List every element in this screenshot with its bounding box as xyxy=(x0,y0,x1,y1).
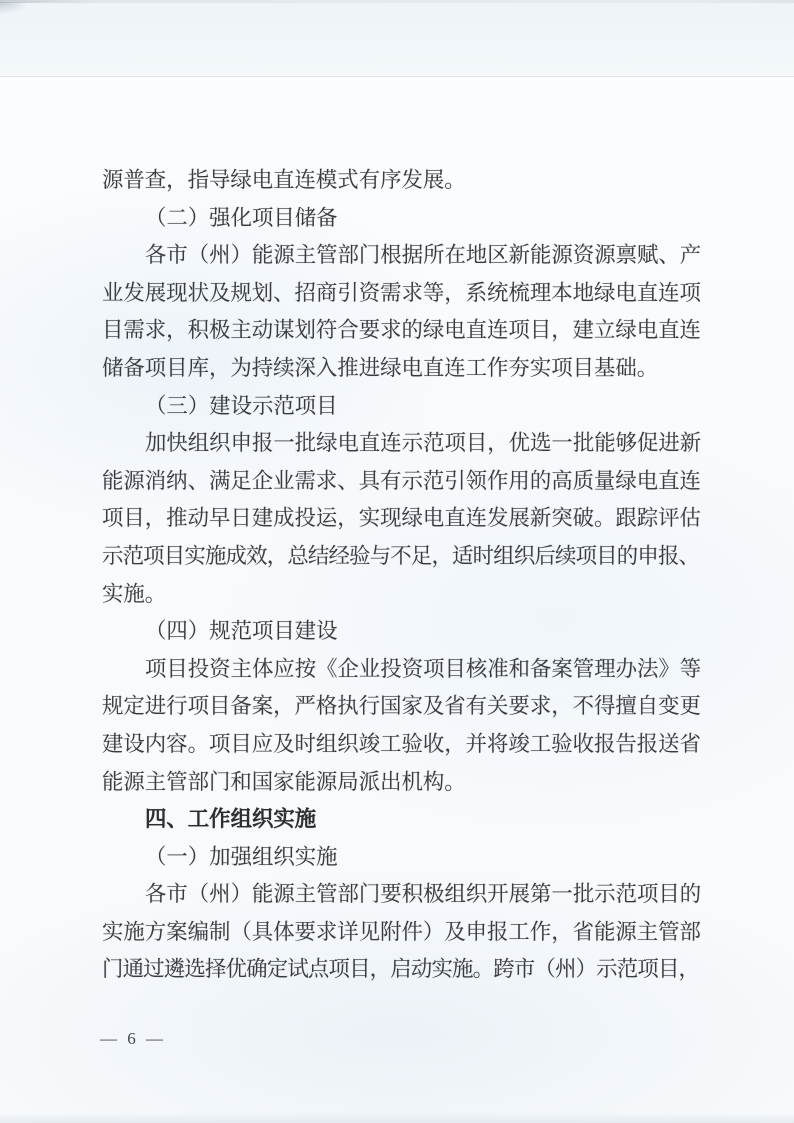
text-line: 能源主管部门和国家能源局派出机构。 xyxy=(102,769,466,794)
text-line: 项目，推动早日建成投运，实现绿电直连发展新突破。跟踪评估 xyxy=(102,506,701,531)
subsection-heading: （四）规范项目建设 xyxy=(145,619,338,644)
scan-top-edge xyxy=(0,0,794,3)
subsection-heading: （二）强化项目储备 xyxy=(145,205,338,230)
text-line: 源普查，指导绿电直连模式有序发展。 xyxy=(102,168,466,192)
text-line: 门通过遴选择优确定试点项目，启动实施。跨市（州）示范项目， xyxy=(102,957,700,982)
text-line: 项目投资主体应按《企业投资项目核准和备案管理办法》等 xyxy=(145,656,702,681)
text-line: 实施。 xyxy=(102,581,167,606)
text-line: 示范项目实施成效，总结经验与不足，适时组织后续项目的申报、 xyxy=(102,543,700,568)
text-line: 实施方案编制（具体要求详见附件）及申报工作，省能源主管部 xyxy=(102,919,701,944)
subsection-heading: （一）加强组织实施 xyxy=(145,844,338,869)
document-text-block xyxy=(102,162,702,989)
subsection-heading: （三）建设示范项目 xyxy=(145,393,338,418)
text-line: 业发展现状及规划、招商引资需求等，系统梳理本地绿电直连项 xyxy=(102,280,701,305)
text-line: 储备项目库，为持续深入推进绿电直连工作夯实项目基础。 xyxy=(102,355,659,380)
text-line: 规定进行项目备案，严格执行国家及省有关要求，不得擅自变更 xyxy=(102,694,701,719)
text-line: 各市（州）能源主管部门要积极组织开展第一批示范项目的 xyxy=(145,882,702,907)
section-heading: 四、工作组织实施 xyxy=(145,807,317,832)
scan-bottom-edge xyxy=(0,1113,794,1123)
text-line: 目需求，积极主动谋划符合要求的绿电直连项目，建立绿电直连 xyxy=(102,318,701,343)
text-line: 各市（州）能源主管部门根据所在地区新能源资源禀赋、产 xyxy=(145,243,702,268)
text-line: 能源消纳、满足企业需求、具有示范引领作用的高质量绿电直连 xyxy=(102,468,701,493)
text-line: 加快组织申报一批绿电直连示范项目，优选一批能够促进新 xyxy=(145,431,702,456)
page-number: — 6 — xyxy=(100,1029,166,1048)
scan-corner-smudge xyxy=(0,2,26,14)
scan-top-band xyxy=(0,0,794,77)
text-line: 建设内容。项目应及时组织竣工验收，并将竣工验收报告报送省 xyxy=(102,731,701,756)
